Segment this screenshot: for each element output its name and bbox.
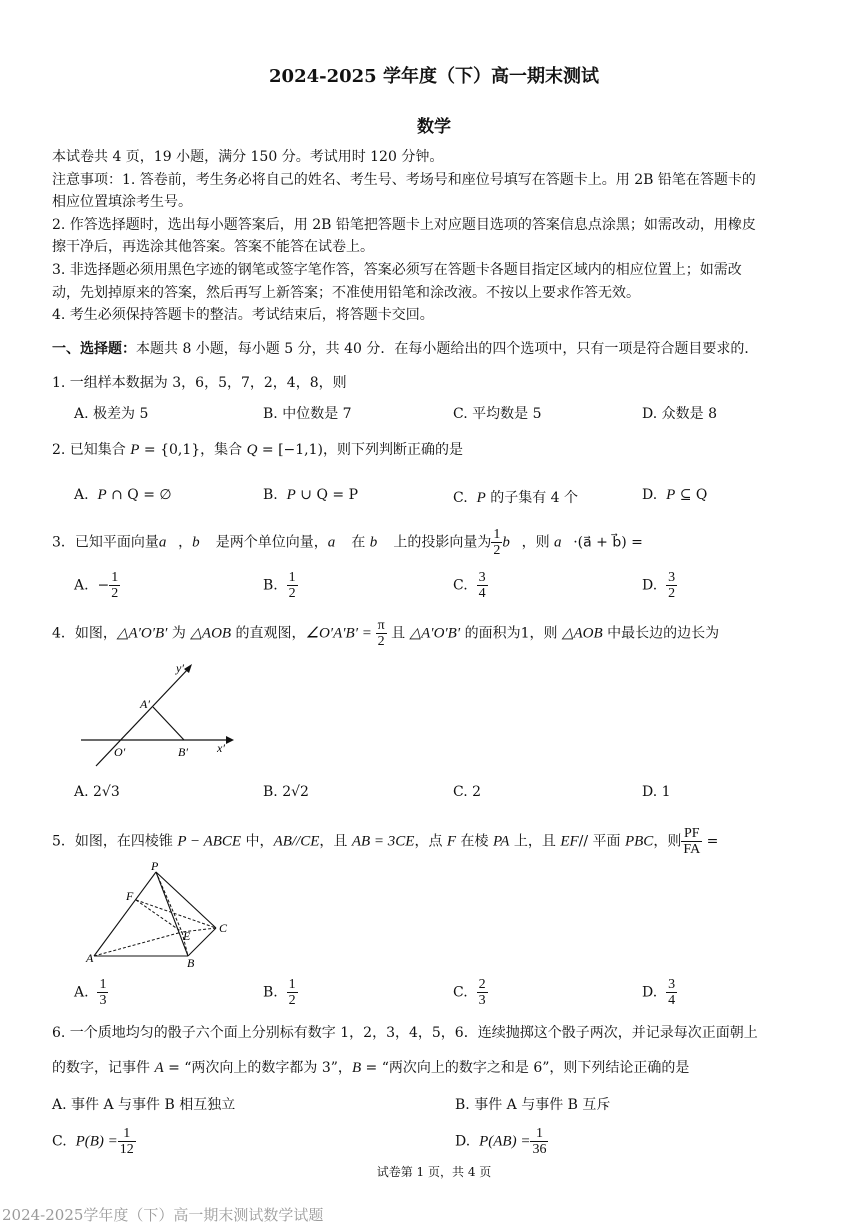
label-c: C: [219, 921, 228, 935]
q6-option-b: B. 事件 A 与事件 B 互斥: [455, 1097, 611, 1113]
instruction-line: 相应位置填涂考生号。: [52, 194, 192, 210]
q2-tail: ，则下列判断正确的是: [323, 442, 464, 458]
y-axis: [96, 668, 189, 766]
label-a: A: [86, 951, 94, 965]
q2-num: 2. 已知集合: [52, 442, 126, 458]
x-arrow-icon: [226, 736, 234, 744]
label-b: B: [187, 956, 195, 970]
edge-bc: [188, 928, 216, 956]
label-e: E: [183, 929, 191, 943]
edge-pb: [156, 872, 188, 956]
segment-ab: [153, 707, 184, 740]
label-x: x′: [217, 741, 225, 755]
q4-option-b: B. 2√2: [263, 784, 309, 800]
label-p: P: [151, 859, 159, 873]
q6-option-a: A. 事件 A 与事件 B 相互独立: [52, 1097, 236, 1113]
q3-option-b: B. $\frac{1}{2}$: [263, 570, 296, 601]
q6-option-d: D. P(AB) = $\frac{1}{36}$: [455, 1126, 547, 1157]
label-y: y′: [176, 661, 184, 675]
instruction-line: 本试卷共 4 页，19 小题，满分 150 分。考试用时 120 分钟。: [52, 149, 444, 165]
q2-p-def: = {0,1}: [139, 442, 201, 458]
exam-title: 2024-2025 学年度（下）高一期末测试: [269, 66, 599, 87]
section-label: 一、选择题：: [52, 341, 136, 357]
q2-option-d: D. P ⊆ Q: [642, 487, 708, 503]
q6-option-c: C. P(B) = $\frac{1}{12}$: [52, 1126, 134, 1157]
section-desc: 本题共 8 小题，每小题 5 分，共 40 分．在每小题给出的四个选项中，只有一项是符合题目要求的．: [136, 341, 759, 357]
label-b: B′: [178, 745, 188, 759]
q5-figure: [84, 858, 236, 970]
q2-option-a: A. P ∩ Q = ∅: [74, 487, 172, 503]
q5-option-a: A. $\frac{1}{3}$: [74, 977, 107, 1008]
q4-figure: [76, 656, 246, 774]
q1-stem: 1. 一组样本数据为 3，6，5，7，2，4，8，则: [52, 375, 347, 391]
section-heading: [52, 339, 758, 359]
fraction: $\frac{1}{2}$: [493, 527, 501, 558]
instruction-line: 2. 作答选择题时，选出每小题答案后，用 2B 铅笔把答题卡上对应题目选项的答案信息点涂黑；如需改动，用橡皮: [52, 217, 756, 233]
q3-option-d: D. $\frac{3}{2}$: [642, 570, 676, 601]
label-o: O′: [114, 745, 126, 759]
q2-mid: ，集合: [200, 442, 243, 458]
q2-stem: [52, 440, 463, 460]
edge-pa: [94, 872, 156, 956]
q4-option-d: D. 1: [642, 784, 671, 800]
q2-q-def: = [−1,1): [257, 442, 324, 458]
q5-option-c: C. $\frac{2}{3}$: [453, 977, 486, 1008]
instruction-line: 3. 非选择题必须用黑色字迹的钢笔或签字笔作答，答案必须写在答题卡各题目指定区域内的相应位置上；如需改: [52, 262, 742, 278]
label-f: F: [126, 889, 134, 903]
q1-option-b: B. 中位数是 7: [263, 406, 352, 422]
q4-option-c: C. 2: [453, 784, 482, 800]
instruction-line: 注意事项：1. 答卷前，考生务必将自己的姓名、考生号、考场号和座位号填写在答题卡上。用 2B 铅笔在答题卡的: [52, 172, 756, 188]
instruction-line: 动，先划掉原来的答案，然后再写上新答案；不准使用铅笔和涂改液。不按以上要求作答无效。: [52, 285, 640, 301]
edge-ae: [94, 932, 182, 956]
q2-set-p: P: [130, 442, 140, 458]
q4-stem: 4．如图，△A′O′B′ 为 △AOB 的直观图，∠O′A′B′ = $\frac{\pi}{2}$ 且 △A′O′B′ 的面积为1，则 △AOB 中最长边的边长为: [52, 618, 720, 649]
q1-option-d: D. 众数是 8: [642, 406, 717, 422]
label-a: A′: [140, 697, 150, 711]
edge-pc: [156, 872, 216, 928]
q5-stem: 5．如图，在四棱锥 P − ABCE 中，AB//CE，且 AB = 3CE，点 F 在棱 PA 上，且 EF// 平面 PBC，则 $\frac{PF}{FA}$ =: [52, 826, 719, 857]
q6-line1: 6. 一个质地均匀的骰子六个面上分别标有数字 1，2，3，4，5，6．连续抛掷这个骰子两次，并记录每次正面朝上: [52, 1025, 758, 1041]
q6-line2: 的数字，记事件 A = “两次向上的数字都为 3”，B = “两次向上的数字之和是 6”，则下列结论正确的是: [52, 1060, 690, 1076]
watermark: 2024-2025学年度（下）高一期末测试数学试题: [2, 1206, 324, 1224]
vector-b: b⃗: [192, 534, 212, 551]
q5-option-d: D. $\frac{3}{4}$: [642, 977, 676, 1008]
q5-option-b: B. $\frac{1}{2}$: [263, 977, 296, 1008]
instruction-line: 4. 考生必须保持答题卡的整洁。考试结束后，将答题卡交回。: [52, 307, 434, 323]
q3-option-c: C. $\frac{3}{4}$: [453, 570, 486, 601]
page-footer: 试卷第 1 页，共 4 页: [376, 1165, 492, 1179]
q1-option-c: C. 平均数是 5: [453, 406, 542, 422]
q3-stem: 3．已知平面向量a⃗，b⃗ 是两个单位向量，a⃗ 在 b⃗ 上的投影向量为 $\frac{1}{2}$ b⃗，则 a⃗·(a⃗ + b⃗) =: [52, 527, 643, 558]
q2-option-c: C. P 的子集有 4 个: [453, 490, 579, 506]
q2-set-q: Q: [246, 442, 258, 458]
subject-title: 数学: [417, 117, 451, 137]
vector-a: a⃗: [158, 534, 179, 551]
q1-option-a: A. 极差为 5: [74, 406, 149, 422]
q2-option-b: B. P ∪ Q = P: [263, 487, 358, 503]
q3-option-a: A. − $\frac{1}{2}$: [74, 570, 119, 601]
instruction-line: 擦干净后，再选涂其他答案。答案不能答在试卷上。: [52, 239, 374, 255]
q4-option-a: A. 2√3: [74, 784, 120, 800]
